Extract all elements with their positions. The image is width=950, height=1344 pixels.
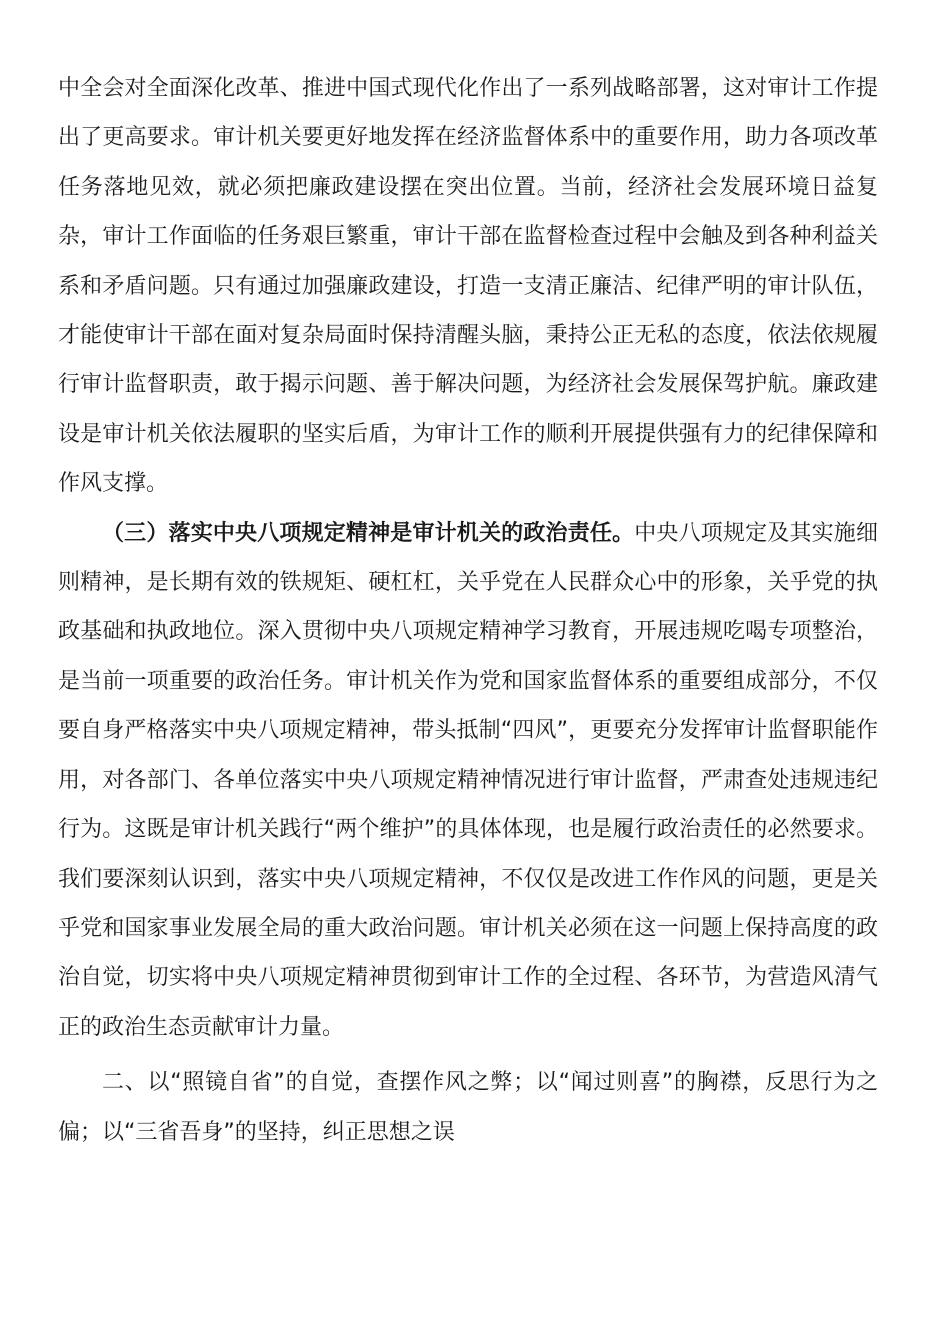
subsection-heading: （三）落实中央八项规定精神是审计机关的政治责任。	[102, 520, 635, 546]
document-body	[58, 64, 878, 1157]
paragraph-continued: 中全会对全面深化改革、推进中国式现代化作出了一系列战略部署，这对审计工作提出了更高要求。审计机关要更好地发挥在经济监督体系中的重要作用，助力各项改革任务落地见效，就必须把廉政建设摆在突出位置。当前，经济社会发展环境日益复杂，审计工作面临的任务艰巨繁重，审计干部在监督检查过程中会触及到各种利益关系和矛盾问题。只有通过加强廉政建设，打造一支清正廉洁、纪律严明的审计队伍，才能使审计干部在面对复杂局面时保持清醒头脑，秉持公正无私的态度，依法依规履行审计监督职责，敢于揭示问题、善于解决问题，为经济社会发展保驾护航。廉政建设是审计机关依法履职的坚实后盾，为审计工作的顺利开展提供强有力的纪律保障和作风支撑。	[58, 76, 878, 497]
paragraph-section-three	[58, 509, 878, 1052]
subsection-body: 中央八项规定及其实施细则精神，是长期有效的铁规矩、硬杠杠，关乎党在人民群众心中的形象，关乎党的执政基础和执政地位。深入贯彻中央八项规定精神学习教育，开展违规吃喝专项整治，是当前一项重要的政治任务。审计机关作为党和国家监督体系的重要组成部分，不仅要自身严格落实中央八项规定精神，带头抵制“四风”，更要充分发挥审计监督职能作用，对各部门、各单位落实中央八项规定精神情况进行审计监督，严肃查处违规违纪行为。这既是审计机关践行“两个维护”的具体体现，也是履行政治责任的必然要求。我们要深刻认识到，落实中央八项规定精神，不仅仅是改进工作作风的问题，更是关乎党和国家事业发展全局的重大政治问题。审计机关必须在这一问题上保持高度的政治自觉，切实将中央八项规定精神贯彻到审计工作的全过程、各环节，为营造风清气正的政治生态贡献审计力量。	[58, 520, 878, 1040]
section-two-heading: 二、以“照镜自省”的自觉，查摆作风之弊；以“闻过则喜”的胸襟，反思行为之偏；以“三省吾身”的坚持，纠正思想之误	[58, 1070, 878, 1145]
